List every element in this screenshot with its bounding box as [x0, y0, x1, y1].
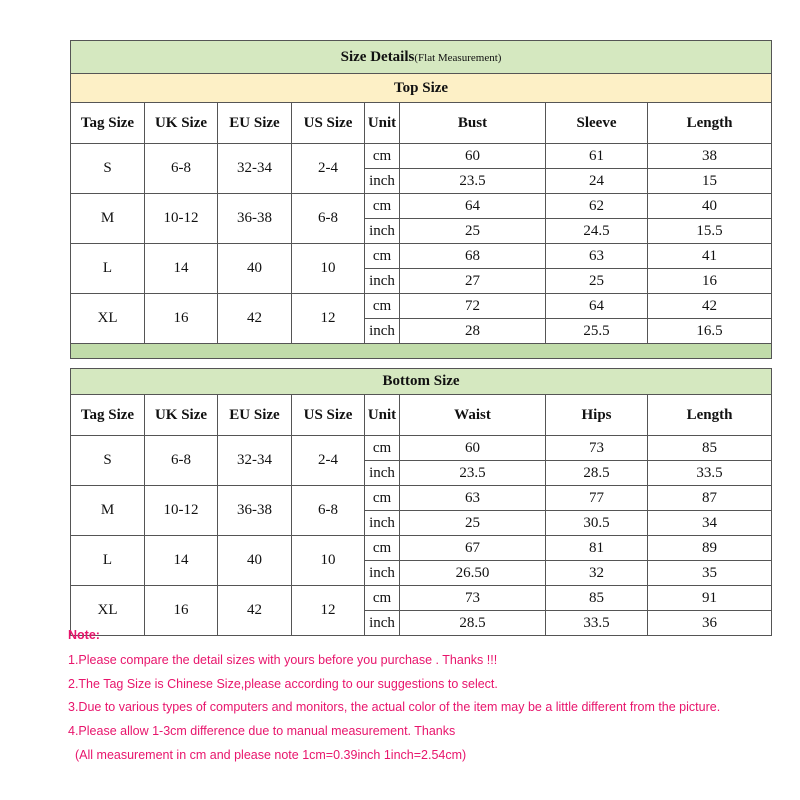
unit-cell: cm — [365, 586, 400, 611]
sleeve-cell: 64 — [546, 294, 648, 319]
unit-cell: cm — [365, 194, 400, 219]
tag-size-cell: XL — [71, 586, 145, 636]
title-subtext: (Flat Measurement) — [414, 51, 502, 64]
uk-size-cell: 10-12 — [145, 486, 218, 536]
uk-size-cell: 16 — [145, 586, 218, 636]
tag-size-cell: XL — [71, 294, 145, 344]
hips-cell: 85 — [546, 586, 648, 611]
table-separator — [71, 344, 772, 359]
uk-size-cell: 10-12 — [145, 194, 218, 244]
sleeve-cell: 61 — [546, 144, 648, 169]
bottom-size-table — [70, 368, 772, 636]
sleeve-cell: 25 — [546, 269, 648, 294]
tag-size-cell: L — [71, 536, 145, 586]
sleeve-cell: 63 — [546, 244, 648, 269]
eu-size-cell: 32-34 — [218, 436, 292, 486]
col-uk-size: UK Size — [145, 395, 218, 436]
size-details-title — [71, 41, 772, 74]
bust-cell: 27 — [400, 269, 546, 294]
table-row — [71, 436, 772, 461]
us-size-cell: 10 — [292, 536, 365, 586]
hips-cell: 28.5 — [546, 461, 648, 486]
bust-cell: 72 — [400, 294, 546, 319]
us-size-cell: 10 — [292, 244, 365, 294]
uk-size-cell: 14 — [145, 244, 218, 294]
bust-cell: 23.5 — [400, 169, 546, 194]
unit-cell: inch — [365, 611, 400, 636]
table-row — [71, 486, 772, 511]
note-line-5: (All measurement in cm and please note 1cm=0.39inch 1inch=2.54cm) — [75, 748, 467, 762]
us-size-cell: 12 — [292, 586, 365, 636]
unit-cell: inch — [365, 269, 400, 294]
waist-cell: 73 — [400, 586, 546, 611]
us-size-cell: 6-8 — [292, 194, 365, 244]
unit-cell: inch — [365, 561, 400, 586]
length-cell: 15.5 — [648, 219, 772, 244]
length-cell: 34 — [648, 511, 772, 536]
length-cell: 42 — [648, 294, 772, 319]
unit-cell: cm — [365, 436, 400, 461]
hips-cell: 33.5 — [546, 611, 648, 636]
tag-size-cell: L — [71, 244, 145, 294]
top-size-heading: Top Size — [71, 74, 772, 103]
col-length: Length — [648, 395, 772, 436]
length-cell: 16 — [648, 269, 772, 294]
tag-size-cell: M — [71, 486, 145, 536]
bust-cell: 28 — [400, 319, 546, 344]
col-bust: Bust — [400, 103, 546, 144]
eu-size-cell: 42 — [218, 586, 292, 636]
unit-cell: inch — [365, 511, 400, 536]
waist-cell: 60 — [400, 436, 546, 461]
length-cell: 87 — [648, 486, 772, 511]
unit-cell: inch — [365, 461, 400, 486]
col-us-size: US Size — [292, 395, 365, 436]
length-cell: 35 — [648, 561, 772, 586]
unit-cell: cm — [365, 244, 400, 269]
us-size-cell: 2-4 — [292, 144, 365, 194]
hips-cell: 77 — [546, 486, 648, 511]
length-cell: 16.5 — [648, 319, 772, 344]
bust-cell: 60 — [400, 144, 546, 169]
bust-cell: 68 — [400, 244, 546, 269]
note-line-3: 3.Due to various types of computers and monitors, the actual color of the item may be a little different from the picture. — [68, 700, 721, 714]
table-row — [71, 144, 772, 169]
length-cell: 85 — [648, 436, 772, 461]
eu-size-cell: 40 — [218, 244, 292, 294]
hips-cell: 81 — [546, 536, 648, 561]
hips-cell: 73 — [546, 436, 648, 461]
bust-cell: 25 — [400, 219, 546, 244]
note-line-4: 4.Please allow 1-3cm difference due to manual measurement. Thanks — [68, 724, 456, 738]
bottom-size-heading: Bottom Size — [71, 369, 772, 395]
col-length: Length — [648, 103, 772, 144]
hips-cell: 30.5 — [546, 511, 648, 536]
table-row — [71, 244, 772, 269]
uk-size-cell: 14 — [145, 536, 218, 586]
col-uk-size: UK Size — [145, 103, 218, 144]
col-eu-size: EU Size — [218, 103, 292, 144]
unit-cell: cm — [365, 144, 400, 169]
uk-size-cell: 16 — [145, 294, 218, 344]
sleeve-cell: 24.5 — [546, 219, 648, 244]
us-size-cell: 2-4 — [292, 436, 365, 486]
col-waist: Waist — [400, 395, 546, 436]
eu-size-cell: 32-34 — [218, 144, 292, 194]
uk-size-cell: 6-8 — [145, 436, 218, 486]
uk-size-cell: 6-8 — [145, 144, 218, 194]
waist-cell: 26.50 — [400, 561, 546, 586]
length-cell: 36 — [648, 611, 772, 636]
unit-cell: inch — [365, 319, 400, 344]
eu-size-cell: 36-38 — [218, 486, 292, 536]
col-tag-size: Tag Size — [71, 103, 145, 144]
col-us-size: US Size — [292, 103, 365, 144]
col-unit: Unit — [365, 395, 400, 436]
col-hips: Hips — [546, 395, 648, 436]
length-cell: 89 — [648, 536, 772, 561]
note-title: Note: — [68, 628, 100, 642]
col-sleeve: Sleeve — [546, 103, 648, 144]
unit-cell: cm — [365, 294, 400, 319]
col-eu-size: EU Size — [218, 395, 292, 436]
length-cell: 40 — [648, 194, 772, 219]
col-unit: Unit — [365, 103, 400, 144]
col-tag-size: Tag Size — [71, 395, 145, 436]
bust-cell: 64 — [400, 194, 546, 219]
waist-cell: 25 — [400, 511, 546, 536]
length-cell: 33.5 — [648, 461, 772, 486]
title-text: Size Details — [340, 48, 415, 65]
sleeve-cell: 62 — [546, 194, 648, 219]
unit-cell: cm — [365, 486, 400, 511]
length-cell: 38 — [648, 144, 772, 169]
tag-size-cell: S — [71, 144, 145, 194]
length-cell: 91 — [648, 586, 772, 611]
unit-cell: cm — [365, 536, 400, 561]
table-row — [71, 194, 772, 219]
eu-size-cell: 36-38 — [218, 194, 292, 244]
sleeve-cell: 24 — [546, 169, 648, 194]
tag-size-cell: S — [71, 436, 145, 486]
eu-size-cell: 40 — [218, 536, 292, 586]
table-row — [71, 586, 772, 611]
waist-cell: 28.5 — [400, 611, 546, 636]
length-cell: 15 — [648, 169, 772, 194]
sleeve-cell: 25.5 — [546, 319, 648, 344]
us-size-cell: 6-8 — [292, 486, 365, 536]
note-line-1: 1.Please compare the detail sizes with yours before you purchase . Thanks !!! — [68, 653, 498, 667]
table-row — [71, 294, 772, 319]
waist-cell: 67 — [400, 536, 546, 561]
unit-cell: inch — [365, 219, 400, 244]
length-cell: 41 — [648, 244, 772, 269]
note-line-2: 2.The Tag Size is Chinese Size,please according to our suggestions to select. — [68, 677, 498, 691]
waist-cell: 63 — [400, 486, 546, 511]
table-row — [71, 536, 772, 561]
top-size-table — [70, 40, 772, 359]
waist-cell: 23.5 — [400, 461, 546, 486]
us-size-cell: 12 — [292, 294, 365, 344]
unit-cell: inch — [365, 169, 400, 194]
hips-cell: 32 — [546, 561, 648, 586]
tag-size-cell: M — [71, 194, 145, 244]
eu-size-cell: 42 — [218, 294, 292, 344]
